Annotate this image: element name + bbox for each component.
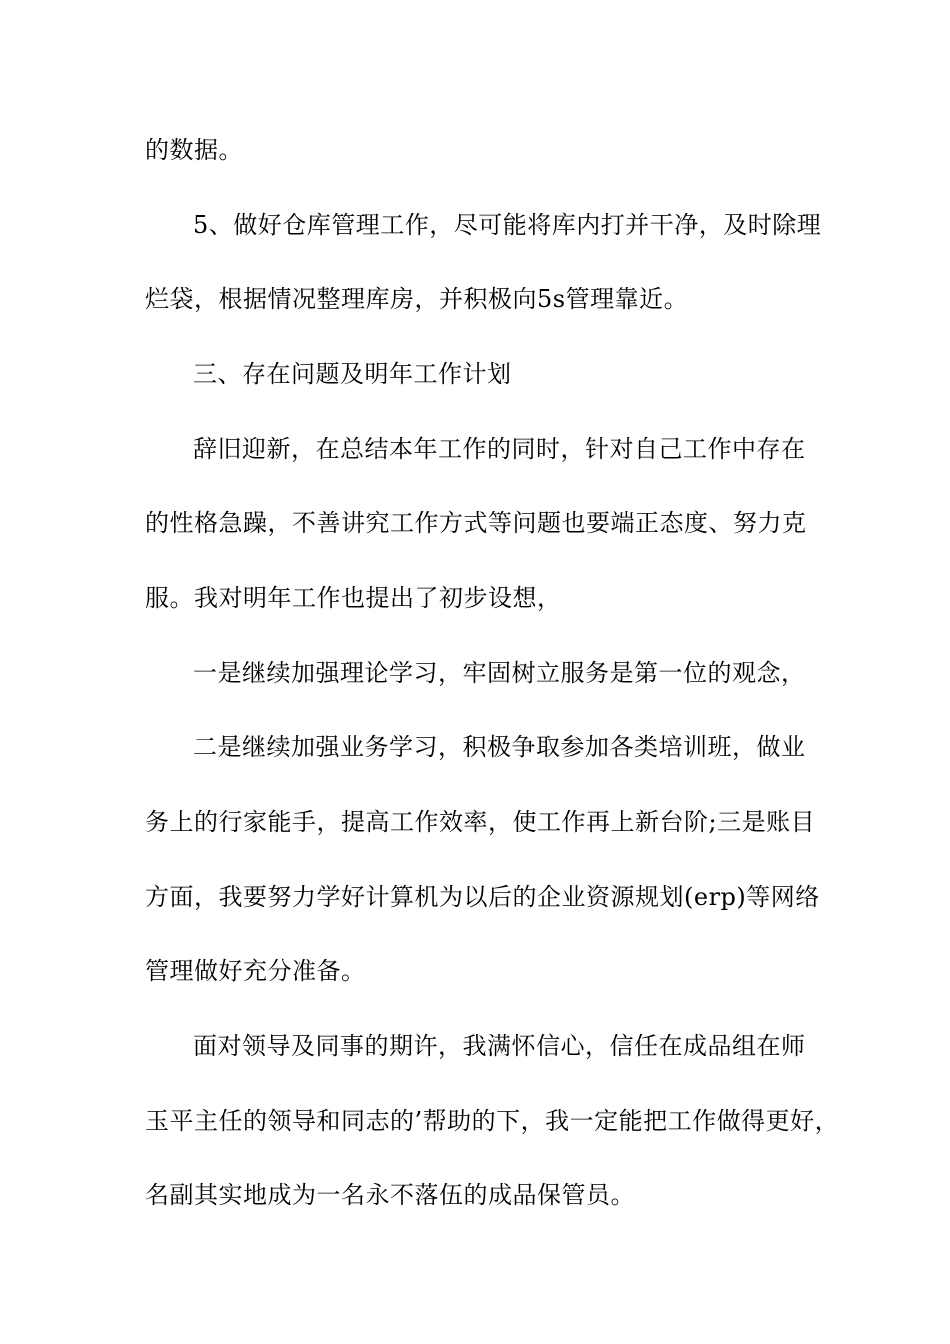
text-line: 管理做好充分准备。 — [145, 957, 366, 985]
text-line: 烂袋，根据情况整理库房，并积极向5s管理靠近。 — [145, 285, 689, 313]
section-heading: 三、存在问题及明年工作计划 — [193, 360, 512, 388]
text-line: 二是继续加强业务学习，积极争取参加各类培训班，做业 — [193, 733, 806, 761]
text-line: 面对领导及同事的期许，我满怀信心，信任在成品组在师 — [193, 1032, 806, 1060]
text-line: 名副其实地成为一名永不落伍的成品保管员。 — [145, 1181, 635, 1209]
text-line: 辞旧迎新，在总结本年工作的同时，针对自己工作中存在 — [193, 435, 806, 463]
text-line: 服。我对明年工作也提出了初步设想， — [145, 584, 562, 612]
text-line: 玉平主任的领导和同志的’帮助的下，我一定能把工作做得更好， — [145, 1107, 840, 1135]
text-line: 方面，我要努力学好计算机为以后的企业资源规划(erp)等网络 — [145, 883, 820, 911]
text-line: 的数据。 — [145, 136, 243, 164]
text-line: 的性格急躁，不善讲究工作方式等问题也要端正态度、努力克 — [145, 509, 807, 537]
text-line: 5、做好仓库管理工作，尽可能将库内打并干净，及时除理 — [193, 211, 822, 239]
text-line: 务上的行家能手，提高工作效率，使工作再上新台阶;三是账目 — [145, 808, 816, 836]
text-line: 一是继续加强理论学习，牢固树立服务是第一位的观念， — [193, 659, 806, 687]
